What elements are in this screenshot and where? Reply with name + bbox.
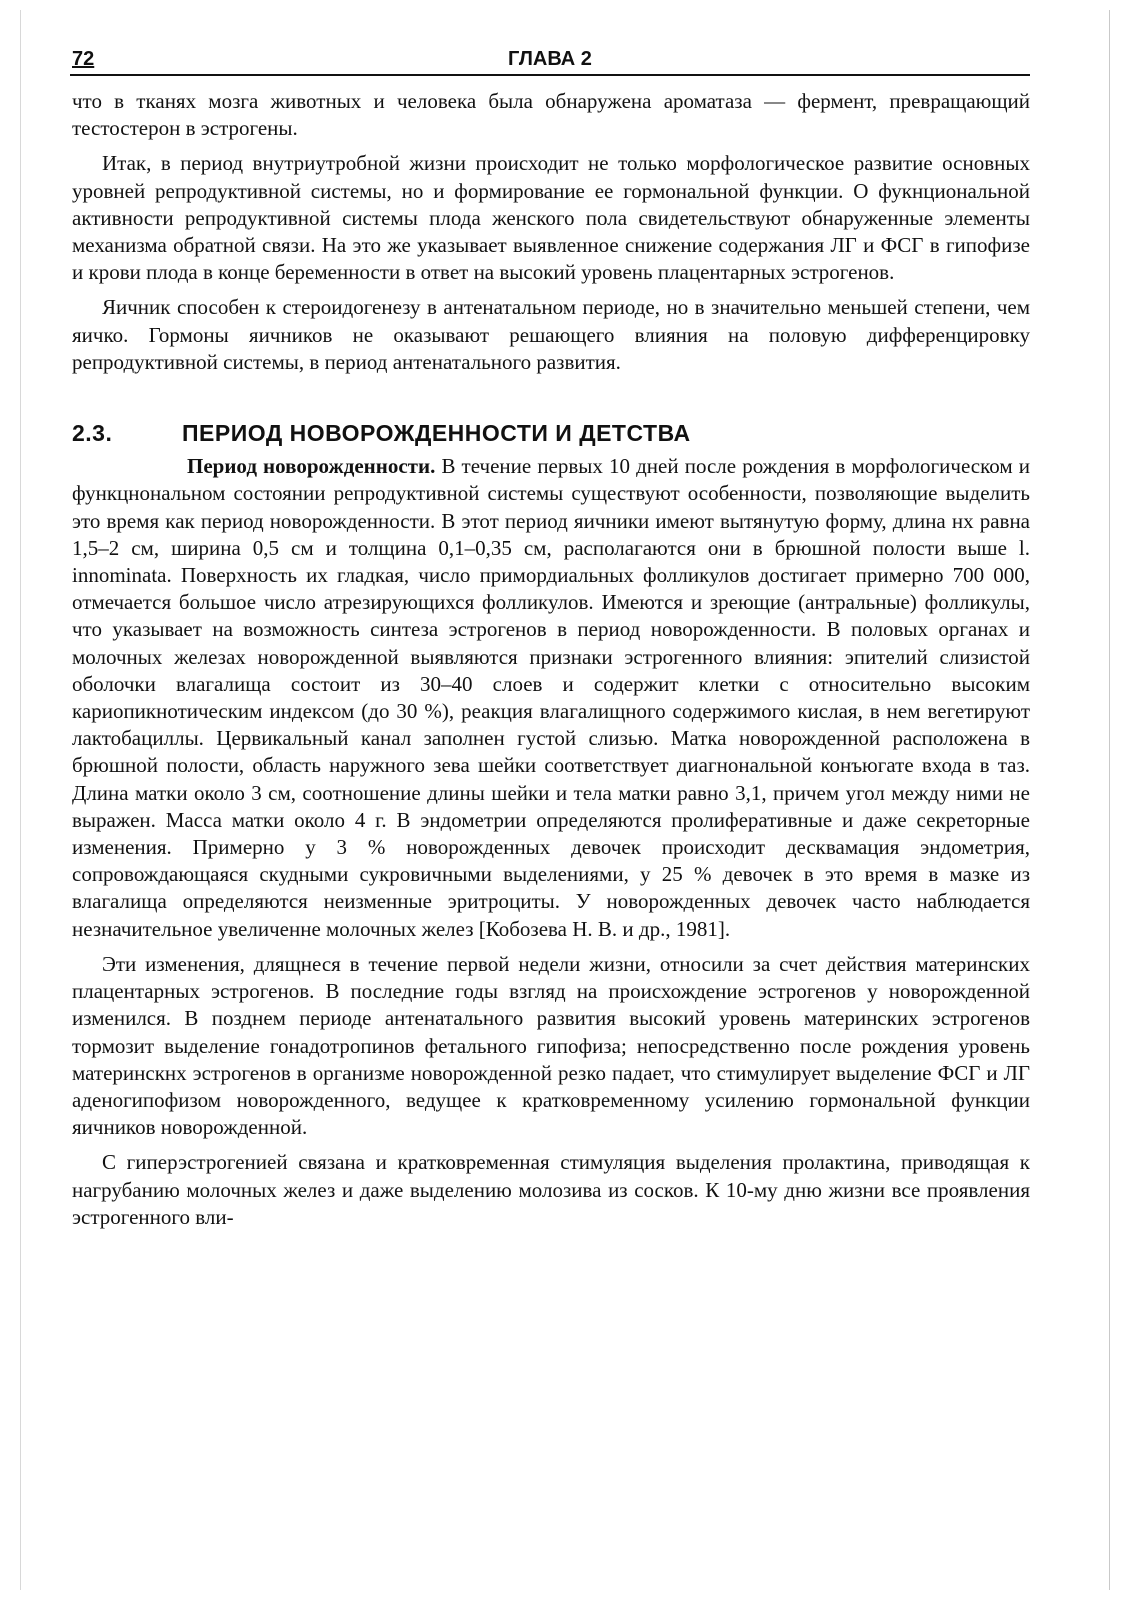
paragraph: Эти изменения, длящнеся в течение первой недели жизни, относили за счет действия материнских плацентарных эстрогенов. В последние годы взгляд на происхождение эстрогенов у новорожденной изменился. В позднем периоде антенатального развития высокий уровень материнских эстрогенов тормозит выделение гонадотропинов фетального гипофиза; непосредственно после рождения уровень материнскнх эстрогенов в организме новорожденной резко падает, что стимулирует выделение ФСГ и ЛГ аденогипофизом новорожденного, ведущее к кратковременному усилению гормональной функции яичников новорожденной. <box>72 951 1030 1140</box>
section-number: 2.3. <box>72 420 113 447</box>
paragraph-text: В течение первых 10 дней после рождения в морфологическом и функцнональном состоянии репродуктивной системы существуют особенности, позволяющие выделить это время как период новорожденности. В этот период яичники имеют вытянутую форму, длина нх равна 1,5–2 см, ширина 0,5 см и толщина 0,1–0,35 см, располагаются они в брюшной полости выше l. innominata. Поверхность их гладкая, число примордиальных фолликулов достигает примерно 700 000, отмечается большое число атрезирующихся фолликулов. Имеются и зреющие (антральные) фолликулы, что указывает на возможность синтеза эстрогенов в период новорожденности. В половых органах и молочных железах новорожденной выявляются признаки эстрогенного влияния: эпителий слизистой оболочки влагалища состоит из 30–40 слоев и содержит клетки с относительно высоким кариопикнотическим индексом (до 30 %), реакция влагалищного содержимого кислая, в нем вегетируют лактобациллы. Цервикальный канал заполнен густой слизью. Матка новорожденной расположена в брюшной полости, область наружного зева шейки соответствует диагнональной конъюгате входа в таз. Длина матки около 3 см, соотношение длины шейки и тела матки равно 3,1, причем угол между ними не выражен. Масса матки около 4 г. В эндометрии определяются пролиферативные и даже секреторные изменения. Примерно у 3 % новорожденных девочек происходит десквамация эндометрия, сопровождающаяся скудными сукровичными выделениями, у 25 % девочек в это время в мазке из влагалища определяются неизменные эритроциты. У новорожденных девочек часто наблюдается незначительное увеличенне молочных желез [Кобозева Н. В. и др., 1981]. <box>72 454 1030 941</box>
page-number: 72 <box>72 48 95 70</box>
page-edge-left <box>20 10 21 1590</box>
running-header <box>70 48 1030 76</box>
page-edge-right <box>1109 10 1110 1590</box>
run-in-heading: Период новорожденности. <box>187 454 436 479</box>
paragraph-newborn-period <box>72 453 1030 943</box>
section-title: ПЕРИОД НОВОРОЖДЕННОСТИ И ДЕТСТВА <box>182 420 691 447</box>
page-body <box>72 88 1030 1239</box>
paragraph: Яичник способен к стероидогенезу в антенатальном периоде, но в значительно меньшей степени, чем яичко. Гормоны яичников не оказывают решающего влияния на половую дифференцировку репродуктивной системы, в период антенатального развития. <box>72 295 1030 374</box>
section-heading <box>72 420 1030 447</box>
paragraph: С гиперэстрогенией связана и кратковременная стимуляция выделения пролактина, приводящая к нагрубанию молочных желез и даже выделению молозива из сосков. К 10-му дню жизни все проявления эстрогенного вли- <box>72 1150 1030 1229</box>
paragraph-continuation: что в тканях мозга животных и человека была обнаружена ароматаза — фермент, превращающий тестостерон в эстрогены. <box>72 89 1030 141</box>
paragraph: Итак, в период внутриутробной жизни происходит не только морфологическое развитие основных уровней репродуктивной системы, но и формирование ее гормональной функции. О фукнциональной активности репродуктивной системы плода женского пола свидетельствуют обнаруженные элементы механизма обратной связи. На это же указывает выявленное снижение содержания ЛГ и ФСГ в гипофизе и крови плода в конце беременности в ответ на высокий уровень плацентарных эстрогенов. <box>72 151 1030 285</box>
chapter-title: ГЛАВА 2 <box>508 48 592 70</box>
